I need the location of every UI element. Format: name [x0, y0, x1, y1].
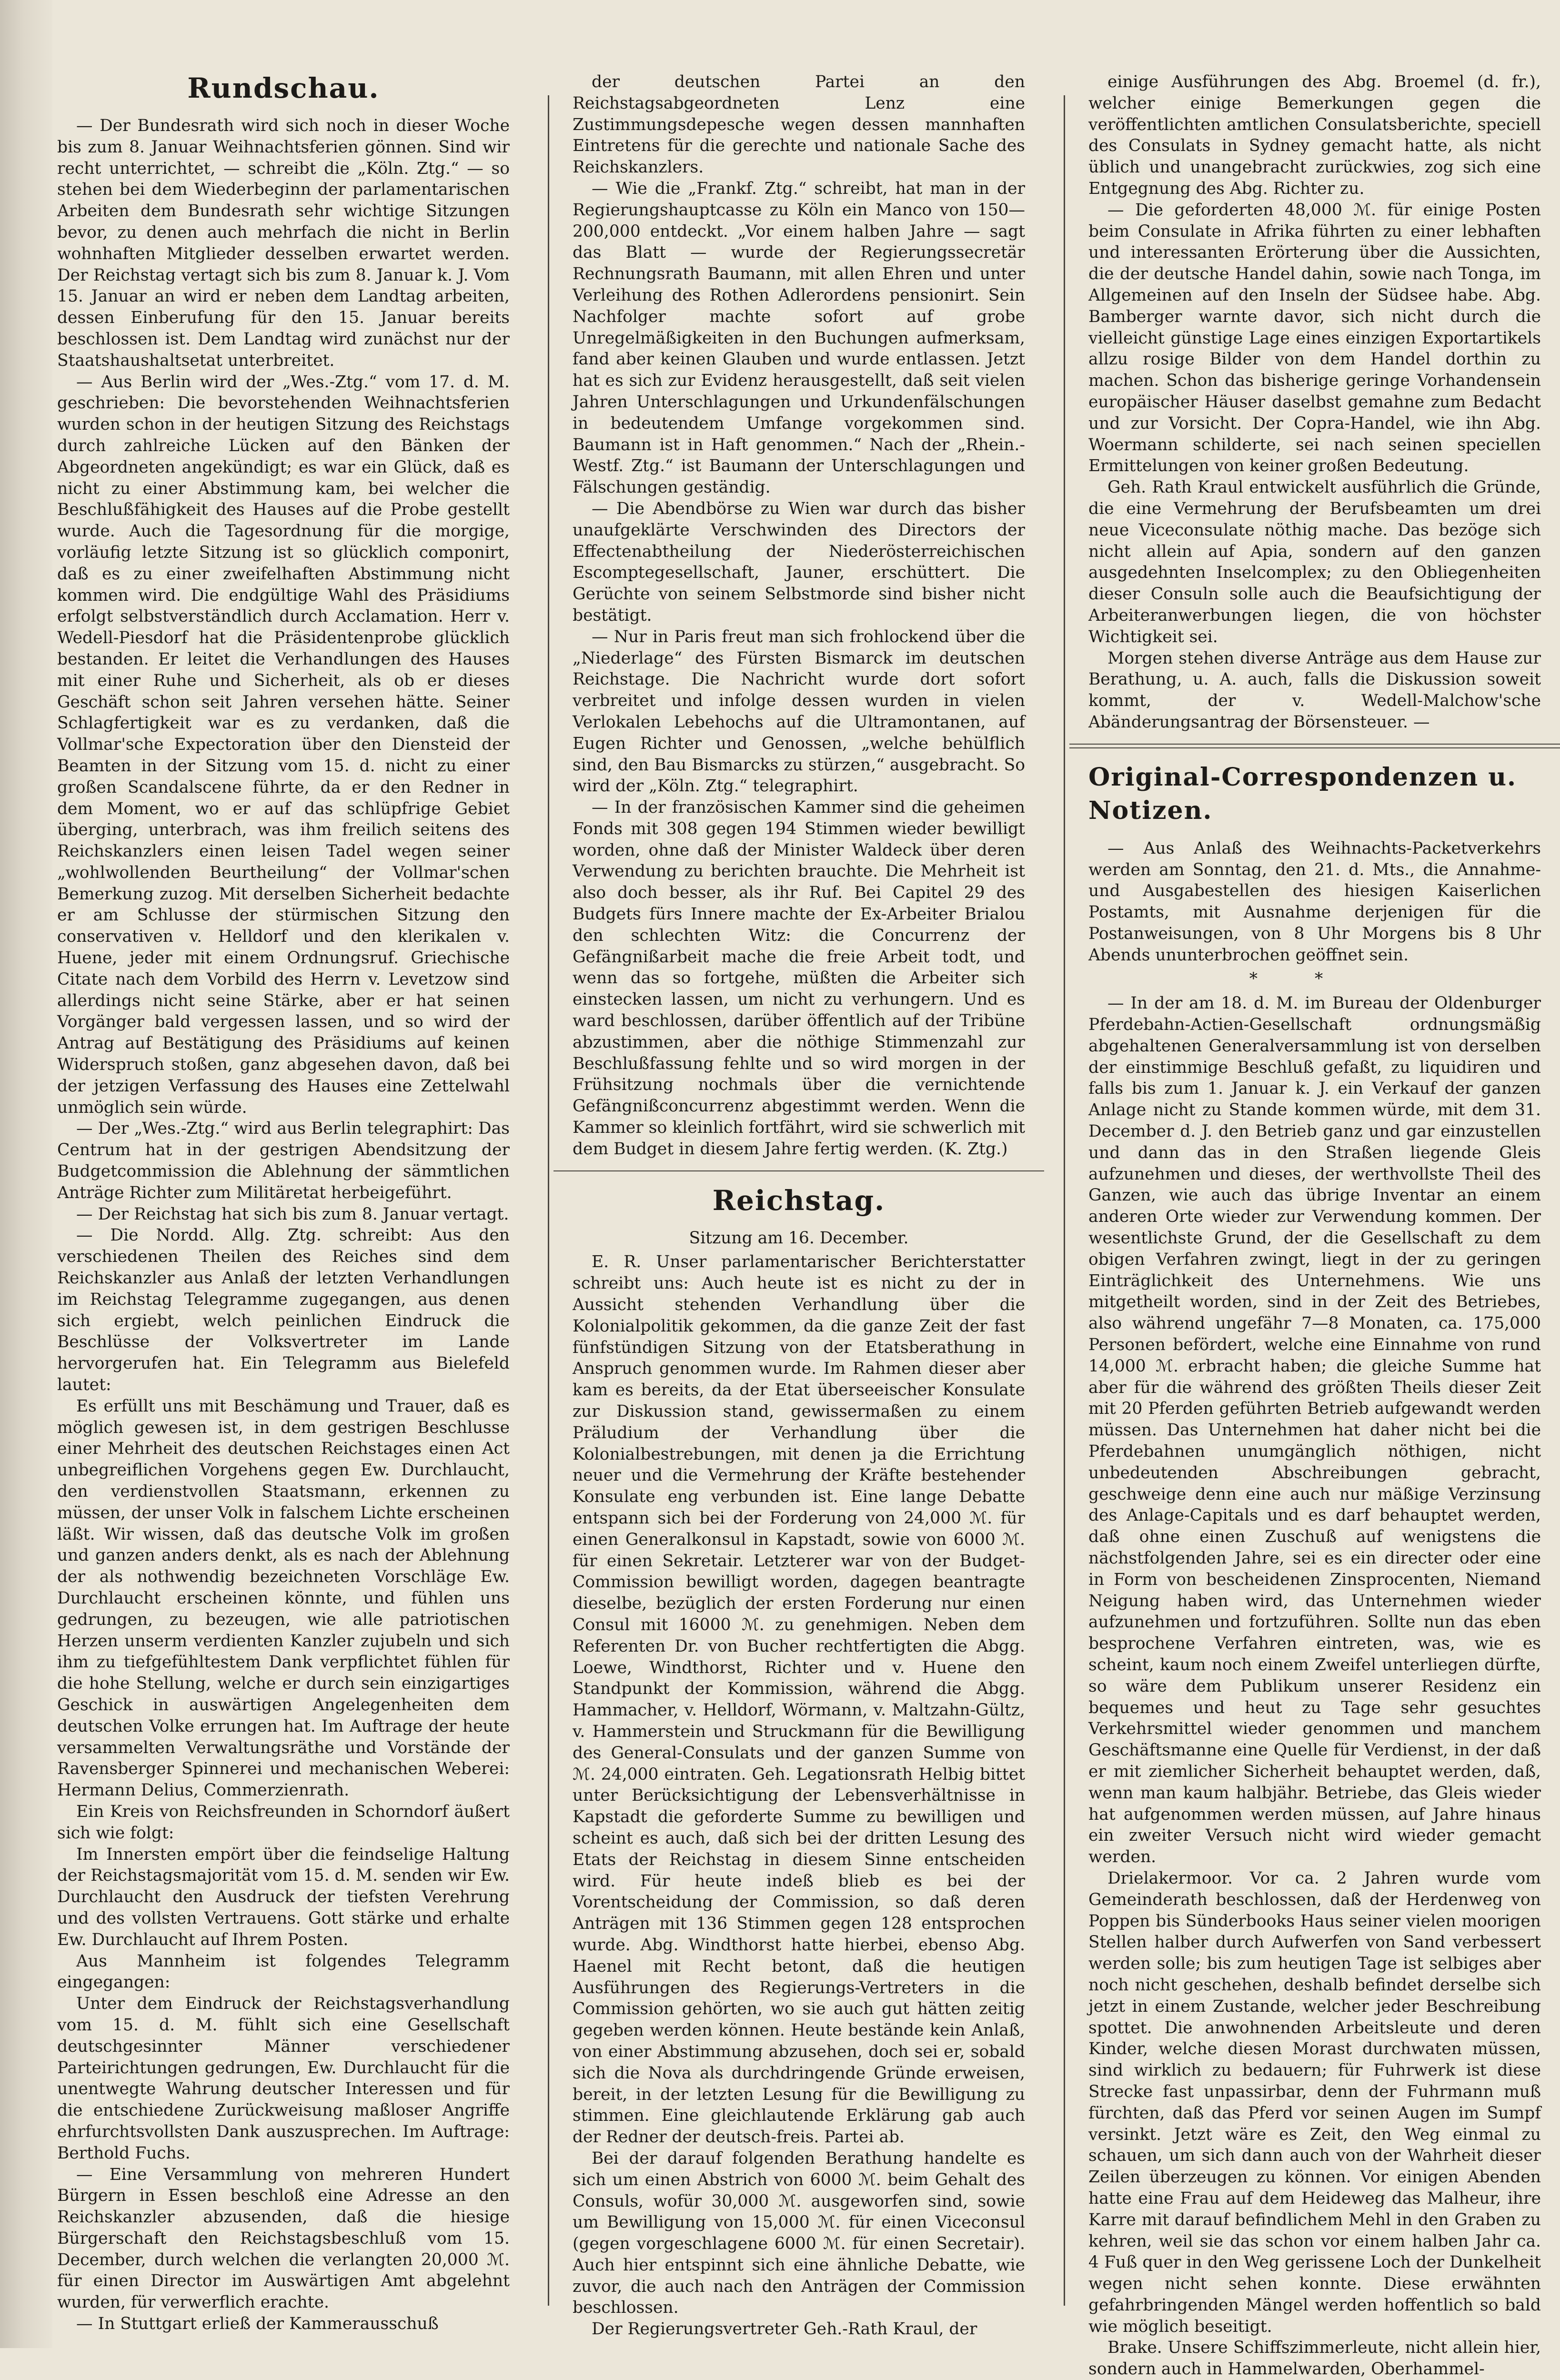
article-paragraph: — In Stuttgart erließ der Kammerausschuß: [76, 2314, 439, 2334]
article-paragraph: — In der französischen Kammer sind die geheimen Fonds mit 308 gegen 194 Stimmen wieder bewilligt worden, ohne daß der Minister Waldeck über deren Verwendung zu berichten brauchte. Die Mehrheit ist also doch besser, als ihr Ruf. Bei Capitel 29 des Budgets fürs Innere machte der Ex-Arbeiter Brialou den schlechten Witz: die Concurrenz der Gefängnißarbeit mache die freie Arbeit todt, und wenn das so fortgehe, müßten die Arbeiter sich einstecken lassen, um nicht zu verhungern. Und es ward beschlossen, darüber öffentlich auf der Tribüne abzustimmen, aber die nöthige Stimmenzahl zur Beschlußfassung fehlte und so wird morgen in der Frühsitzung nochmals über die vernichtende Gefängnißconcurrenz abgestimmt werden. Wenn die Kammer so kleinlich fortfährt, wird sie schwerlich mit dem Budget in diesem Jahre fertig werden. (K. Ztg.): [573, 798, 1025, 1159]
article-paragraph: Geh. Rath Kraul entwickelt ausführlich die Gründe, die eine Vermehrung der Berufsbeamten um drei neue Viceconsulate nöthig mache. Das bezöge sich nicht allein auf Apia, sondern auf den ganzen ausgedehnten Inselcomplex; zu den Obliegenheiten dieser Consuln solle auch die Beaufsichtigung der Arbeiteranwerbungen liegen, die von höchster Wichtigkeit sei.: [1088, 478, 1541, 646]
session-date-line: Sitzung am 16. December.: [689, 1228, 909, 1248]
article-paragraph: — Die Abendbörse zu Wien war durch das bisher unaufgeklärte Verschwinden des Directors der Effectenabtheilung der Niederösterreichischen Escomptegesellschaft, Jauner, erschüttert. Die Gerüchte von seinem Selbstmorde sind bisher nicht bestätigt.: [573, 499, 1025, 625]
article-paragraph: — Nur in Paris freut man sich frohlockend über die „Niederlage“ des Fürsten Bismarck im deutschen Reichstage. Die Nachricht wurde dort sofort verbreitet und infolge dessen wurden in vielen Verlokalen Lebehochs auf die Ultramontanen, auf Eugen Richter und Genossen, „welche behülflich sind, den Bau Bismarcks zu stürzen,“ ausgebracht. So wird der „Köln. Ztg.“ telegraphirt.: [573, 627, 1025, 796]
article-paragraph: Der Regierungsvertreter Geh.-Rath Kraul, der: [592, 2319, 977, 2339]
article-paragraph: Brake. Unsere Schiffszimmerleute, nicht allein hier, sondern auch in Hammelwarden, Oberhammel-: [1088, 2338, 1541, 2379]
article-paragraph: — Eine Versammlung von mehreren Hundert Bürgern in Essen beschloß eine Adresse an den Reichskanzler abzusenden, daß die hiesige Bürgerschaft den Reichstagsbeschluß vom 15. December, durch welchen die verlangten 20,000 ℳ. für einen Director im Auswärtigen Amt abgelehnt wurden, für verwerflich erachte.: [57, 2165, 510, 2312]
separator-stars: **: [1249, 969, 1380, 989]
column-left: [57, 71, 510, 2334]
article-paragraph: Im Innersten empört über die feindselige Haltung der Reichstagsmajorität vom 15. d. M. senden wir Ew. Durchlaucht den Ausdruck der tiefsten Verehrung und des vollsten Vertrauens. Gott stärke und erhalte Ew. Durchlaucht auf Ihrem Posten.: [57, 1845, 510, 1949]
section-divider: [1069, 744, 1560, 748]
section-heading-correspondence: Original-Correspondenzen u. Notizen.: [1088, 762, 1517, 825]
column-rule: [1064, 95, 1065, 2306]
article-paragraph: Unter dem Eindruck der Reichstagsverhandlung vom 15. d. M. fühlt sich eine Gesellschaft deutschgesinnter Männer verschiedener Parteirichtungen gedrungen, Ew. Durchlaucht für die unentwegte Wahrung deutscher Interessen und für die entschiedene Zurückweisung maßloser Angriffe ehrfurchtsvollsten Dank auszusprechen. Im Auftrage: Berthold Fuchs.: [57, 1994, 510, 2163]
article-paragraph: der deutschen Partei an den Reichstagsabgeordneten Lenz eine Zustimmungsdepesche wegen dessen mannhaften Eintretens für die gerechte und nationale Sache des Reichskanzlers.: [573, 72, 1025, 177]
article-paragraph: einige Ausführungen des Abg. Broemel (d. fr.), welcher einige Bemerkungen gegen die veröffentlichten amtlichen Consulatsberichte, speciell des Consulats in Sydney gemacht hatte, als nicht üblich und unangebracht zurückwies, zog sich eine Entgegnung des Abg. Richter zu.: [1088, 72, 1541, 198]
section-heading-rundschau: Rundschau.: [187, 72, 380, 104]
article-paragraph: — Die Nordd. Allg. Ztg. schreibt: Aus den verschiedenen Theilen des Reiches sind dem Reichskanzler aus Anlaß der letzten Verhandlungen im Reichstag Telegramme zugegangen, aus denen sich ergiebt, welch peinlichen Eindruck die Beschlüsse der Volksvertreter im Lande hervorgerufen hat. Ein Telegramm aus Bielefeld lautet:: [57, 1226, 510, 1395]
article-paragraph: — Der Bundesrath wird sich noch in dieser Woche bis zum 8. Januar Weihnachtsferien gönnen. Sind wir recht unterrichtet, — schreibt die „Köln. Ztg.“ — so stehen bei dem Wiederbeginn der parlamentarischen Arbeiten dem Bundesrath sehr wichtige Sitzungen bevor, zu denen auch mehrfach die nicht in Berlin wohnhaften Mitglieder desselben erwartet werden. Der Reichstag vertagt sich bis zum 8. Januar k. J. Vom 15. Januar an wird er neben dem Landtag arbeiten, dessen Einberufung für den 15. Januar bereits beschlossen ist. Dem Landtag wird zunächst nur der Staatshaushaltsetat unterbreitet.: [57, 116, 510, 370]
article-paragraph: Aus Mannheim ist folgendes Telegramm eingegangen:: [57, 1951, 510, 1992]
section-divider: [554, 1170, 1044, 1171]
article-paragraph: — Der Reichstag hat sich bis zum 8. Januar vertagt.: [76, 1204, 509, 1224]
article-paragraph: — Wie die „Frankf. Ztg.“ schreibt, hat man in der Regierungshauptcasse zu Köln ein Manco von 150—200,000 entdeckt. „Vor einem halben Jahre — sagt das Blatt — wurde der Regierungssecretär Rechnungsrath Baumann, mit allen Ehren und unter Verleihung des Rothen Adlerordens pensionirt. Sein Nachfolger machte sofort auf grobe Unregelmäßigkeiten in den Buchungen aufmerksam, fand aber keinen Glauben und wurde entlassen. Jetzt hat es sich zur Evidenz herausgestellt, daß seit vielen Jahren Unterschlagungen und Urkundenfälschungen in bedeutendem Umfange vorgekommen sind. Baumann ist in Haft genommen.“ Nach der „Rhein.-Westf. Ztg.“ ist Baumann der Unterschlagungen und Fälschungen geständig.: [573, 179, 1025, 497]
newspaper-page: [57, 71, 1541, 2379]
article-paragraph: Es erfüllt uns mit Beschämung und Trauer, daß es möglich gewesen ist, in dem gestrigen Beschlusse einer Mehrheit des deutschen Reichstages einen Act unbegreiflichen Vorgehens gegen Ew. Durchlaucht, den verdienstvollen Staatsmann, erkennen zu müssen, der unser Volk in falschem Lichte erscheinen läßt. Wir wissen, daß das deutsche Volk im großen und ganzen anders denkt, als es nach der Ablehnung der als nothwendig bezeichneten Vorschläge Ew. Durchlaucht erscheinen könnte, und fühlen uns gedrungen, zu bezeugen, wie alle patriotischen Herzen unserm verdienten Kanzler zujubeln und sich ihm zu tiefgefühltestem Dank verpflichtet fühlen für die hohe Stellung, welche er durch sein einzigartiges Geschick in auswärtigen Angelegenheiten dem deutschen Volke errungen hat. Im Auftrage der heute versammelten Verwaltungsräthe und Vorstände der Ravensberger Spinnerei und mechanischen Weberei: Hermann Delius, Commerzienrath.: [57, 1396, 510, 1800]
article-paragraph: — Der „Wes.-Ztg.“ wird aus Berlin telegraphirt: Das Centrum hat in der gestrigen Abendsitzung der Budgetcommission die Ablehnung der sämmtlichen Anträge Richter zum Militäretat herbeigeführt.: [57, 1119, 510, 1202]
page-spine-shadow: [0, 0, 52, 2348]
article-paragraph: Drielakermoor. Vor ca. 2 Jahren wurde vom Gemeinderath beschlossen, daß der Herdenweg von Poppen bis Sünderbooks Haus seiner vielen moorigen Stellen halber durch Aufwerfen von Sand verbessert werden solle; bis zum heutigen Tage ist selbiges aber noch nicht geschehen, deshalb befindet derselbe sich jetzt in einem Zustande, welcher jeder Beschreibung spottet. Die anwohnenden Arbeitsleute und deren Kinder, welche diesen Morast durchwaten müssen, sind wirklich zu bedauern; für Fuhrwerk ist diese Strecke fast unpassirbar, denn der Fuhrmann muß fürchten, daß das Pferd vor seinen Augen im Sumpf versinkt. Jetzt wäre es Zeit, den Weg einmal zu schauen, um sich dann auch von der Wahrheit dieser Zeilen überzeugen zu können. Vor einigen Abenden hatte eine Frau auf dem Heideweg das Malheur, ihre Karre mit darauf befindlichem Mehl in den Graben zu kehren, weil sie das schon vor einem halben Jahr ca. 4 Fuß quer in den Weg gerissene Loch der Dunkelheit wegen nicht sehen konnte. Diese erwähnten gefahrbringenden Mängel werden hoffentlich so bald wie möglich beseitigt.: [1088, 1868, 1541, 2336]
article-paragraph: — Aus Berlin wird der „Wes.-Ztg.“ vom 17. d. M. geschrieben: Die bevorstehenden Weihnachtsferien wurden schon in der heutigen Sitzung des Reichstags durch zahlreiche Lücken auf den Bänken der Abgeordneten angekündigt; es war ein Glück, daß es nicht zu einer Abstimmung kam, bei welcher die Beschlußfähigkeit des Hauses auf die Probe gestellt wurde. Auch die Tagesordnung für die morgige, vorläufig letzte Sitzung ist so glücklich componirt, daß es zu einer zweifelhaften Abstimmung nicht kommen wird. Die endgültige Wahl des Präsidiums erfolgt selbstverständlich durch Acclamation. Herr v. Wedell-Piesdorf hat die Präsidentenprobe glücklich bestanden. Er leitet die Verhandlungen des Hauses mit einer Ruhe und Sicherheit, als ob er dieses Geschäft schon seit Jahren versehen hätte. Seiner Schlagfertigkeit war es zu verdanken, daß die Vollmar'sche Expectoration über den Diensteid der Beamten in der Sitzung vom 15. d. nicht zu einer großen Scandalscene führte, da er den Redner in dem Moment, wo er auf das schlüpfrige Gebiet überging, unterbrach, was ihm freilich seitens des Reichskanzlers einen leisen Tadel wegen seiner „wohlwollenden Beurtheilung“ der Vollmar'schen Bemerkung zuzog. Mit derselben Sicherheit bedachte er am Schlusse der stürmischen Sitzung den conservativen v. Helldorf und den klerikalen v. Huene, jeder mit einem Ordnungsruf. Griechische Citate nach dem Vorbild des Herrn v. Levetzow sind allerdings nicht seine Stärke, aber er hat seinen Vorgänger bald vergessen lassen, und so wird der Antrag auf Bestätigung des Präsidiums auf keinen Widerspruch stoßen, ganz abgesehen davon, daß bei der jetzigen Verfassung des Hauses eine Zettelwahl unmöglich sein würde.: [57, 372, 510, 1117]
column-right: [1088, 71, 1541, 2379]
column-middle: [573, 71, 1025, 2339]
article-paragraph: Ein Kreis von Reichsfreunden in Schorndorf äußert sich wie folgt:: [57, 1802, 510, 1843]
article-paragraph: Bei der darauf folgenden Berathung handelte es sich um einen Abstrich von 6000 ℳ. beim Gehalt des Consuls, wofür 30,000 ℳ. ausgeworfen sind, sowie um Bewilligung von 15,000 ℳ. für einen Viceconsul (gegen vorgeschlagene 6000 ℳ. für einen Secretair). Auch hier entspinnt sich eine ähnliche Debatte, wie zuvor, die auch nach den Anträgen der Commission beschlossen.: [573, 2148, 1025, 2318]
article-paragraph: — Die geforderten 48,000 ℳ. für einige Posten beim Consulate in Afrika führten zu einer lebhaften und interessanten Erörterung über die Aussichten, die der deutsche Handel dahin, sowie nach Tonga, im Allgemeinen auf den Inseln der Südsee habe. Abg. Bamberger warnte davor, sich nicht durch die vielleicht günstige Lage eines einzigen Exportartikels allzu rosige Bilder von dem Handel dorthin zu machen. Schon das bisherige geringe Vorhandensein europäischer Häuser daselbst gemahne zum Bedacht und zur Vorsicht. Der Copra-Handel, wie ihn Abg. Woermann schilderte, sei nach seinen speciellen Ermittelungen von keiner großen Bedeutung.: [1088, 200, 1541, 476]
article-paragraph: Morgen stehen diverse Anträge aus dem Hause zur Berathung, u. A. auch, falls die Diskussion soweit kommt, der v. Wedell-Malchow'sche Abänderungsantrag der Börsensteuer. —: [1088, 648, 1541, 732]
article-paragraph: — Aus Anlaß des Weihnachts-Packetverkehrs werden am Sonntag, den 21. d. Mts., die Annahme- und Ausgabestellen des hiesigen Kaiserlichen Postamts, mit Ausnahme derjenigen für die Postanweisungen, von 8 Uhr Morgens bis 8 Uhr Abends ununterbrochen geöffnet sein.: [1088, 838, 1541, 965]
column-rule: [548, 95, 549, 2306]
article-paragraph: E. R. Unser parlamentarischer Berichterstatter schreibt uns: Auch heute ist es nicht zu der in Aussicht stehenden Verhandlung über die Kolonialpolitik gekommen, da die ganze Zeit der fast fünfstündigen Sitzung von der Etatsberathung in Anspruch genommen wurde. Im Rahmen dieser aber kam es bereits, da der Etat überseeischer Konsulate zur Diskussion stand, gewissermaßen zu einem Präludium der Verhandlung über die Kolonialbestrebungen, mit denen ja die Errichtung neuer und die Vermehrung der Kräfte bestehender Konsulate eng verbunden ist. Eine lange Debatte entspann sich bei der Forderung von 24,000 ℳ. für einen Generalkonsul in Kapstadt, sowie von 6000 ℳ. für einen Sekretair. Letzterer war von der Budget-Commission bewilligt worden, dagegen beantragte dieselbe, bezüglich der ersten Forderung nur einen Consul mit 16000 ℳ. zu genehmigen. Neben dem Referenten Dr. von Bucher rechtfertigten die Abgg. Loewe, Windthorst, Richter und v. Huene den Standpunkt der Kommission, während die Abgg. Hammacher, v. Helldorf, Wörmann, v. Maltzahn-Gültz, v. Hammerstein und Struckmann für die Bewilligung des General-Consulats und der ganzen Summe von ℳ. 24,000 eintraten. Geh. Legationsrath Helbig bittet unter Berücksichtigung der Lebensverhältnisse in Kapstadt die geforderte Summe zu bewilligen und scheint es auch, daß sich bei der dritten Lesung des Etats der Reichstag in diesem Sinne entscheiden wird. Für heute indeß blieb es bei der Vorentscheidung der Commission, so daß deren Anträgen mit 136 Stimmen gegen 128 entsprochen wurde. Abg. Windthorst hatte hierbei, ebenso Abg. Haenel mit Recht betont, daß die heutigen Ausführungen des Regierungs-Vertreters in die Commission gehörten, wo sie auch gut hätten zeitig gegeben werden können. Heute bestände kein Anlaß, von einer Abstimmung abzusehen, doch sei er, sobald sich die Nova als durchdringende Gründe erweisen, bereit, in der letzten Lesung für die Bewilligung zu stimmen. Eine gleichlautende Erklärung gab auch der Redner der deutsch-freis. Partei ab.: [573, 1252, 1025, 2147]
article-paragraph: — In der am 18. d. M. im Bureau der Oldenburger Pferdebahn-Actien-Gesellschaft ordnungsmäßig abgehaltenen Generalversammlung ist von derselben der einstimmige Beschluß gefaßt, zu liquidiren und falls bis zum 1. Januar k. J. ein Verkauf der ganzen Anlage nicht zu Stande kommen würde, mit dem 31. December d. J. den Betrieb ganz und gar einzustellen und dann das in den Straßen liegende Gleis aufzunehmen und dieses, der werthvollste Theil des Ganzen, wie auch das übrige Inventar an einem anderen Orte wieder zur Verwendung kommen. Der wesentlichste Grund, der die Gesellschaft zu dem obigen Verfahren zwingt, liegt in der zu geringen Einträglichkeit des Unternehmens. Wie uns mitgetheilt worden, sind in der Zeit des Betriebes, also während ungefähr 7—8 Monaten, ca. 175,000 Personen befördert, welche eine Einnahme von rund 14,000 ℳ. erbracht haben; die gleiche Summe hat aber für die während des größten Theils dieser Zeit mit 20 Pferden geführten Betrieb aufgewandt werden müssen. Das Unternehmen hat daher nicht bei die Pferdebahnen unumgänglich nöthigen, nicht unbedeutenden Abschreibungen gebracht, geschweige denn eine auch nur mäßige Verzinsung des Anlage-Capitals und es darf behauptet werden, daß ohne einen Zuschuß auf wenigstens die nächstfolgenden Jahre, sei es ein directer oder eine in Form von bescheidenen Zinsprocenten, Niemand Neigung haben wird, das Unternehmen wieder aufzunehmen und fortzuführen. Sollte nun das eben besprochene Verfahren eintreten, was, wie es scheint, kaum noch einem Zweifel unterliegen dürfte, so wäre dem Publikum unserer Residenz ein bequemes und heut zu Tage sehr gesuchtes Verkehrsmittel wieder genommen und manchem Geschäftsmanne eine Quelle für Verdienst, in der daß er mit ziemlicher Sicherheit behauptet werden, daß, wenn man kaum halbjähr. Betriebe, das Gleis wieder hat aufgenommen werden müssen, auf Jahre hinaus ein zweiter Versuch nicht wird wieder gemacht werden.: [1088, 994, 1541, 1867]
section-heading-reichstag: Reichstag.: [712, 1184, 886, 1217]
